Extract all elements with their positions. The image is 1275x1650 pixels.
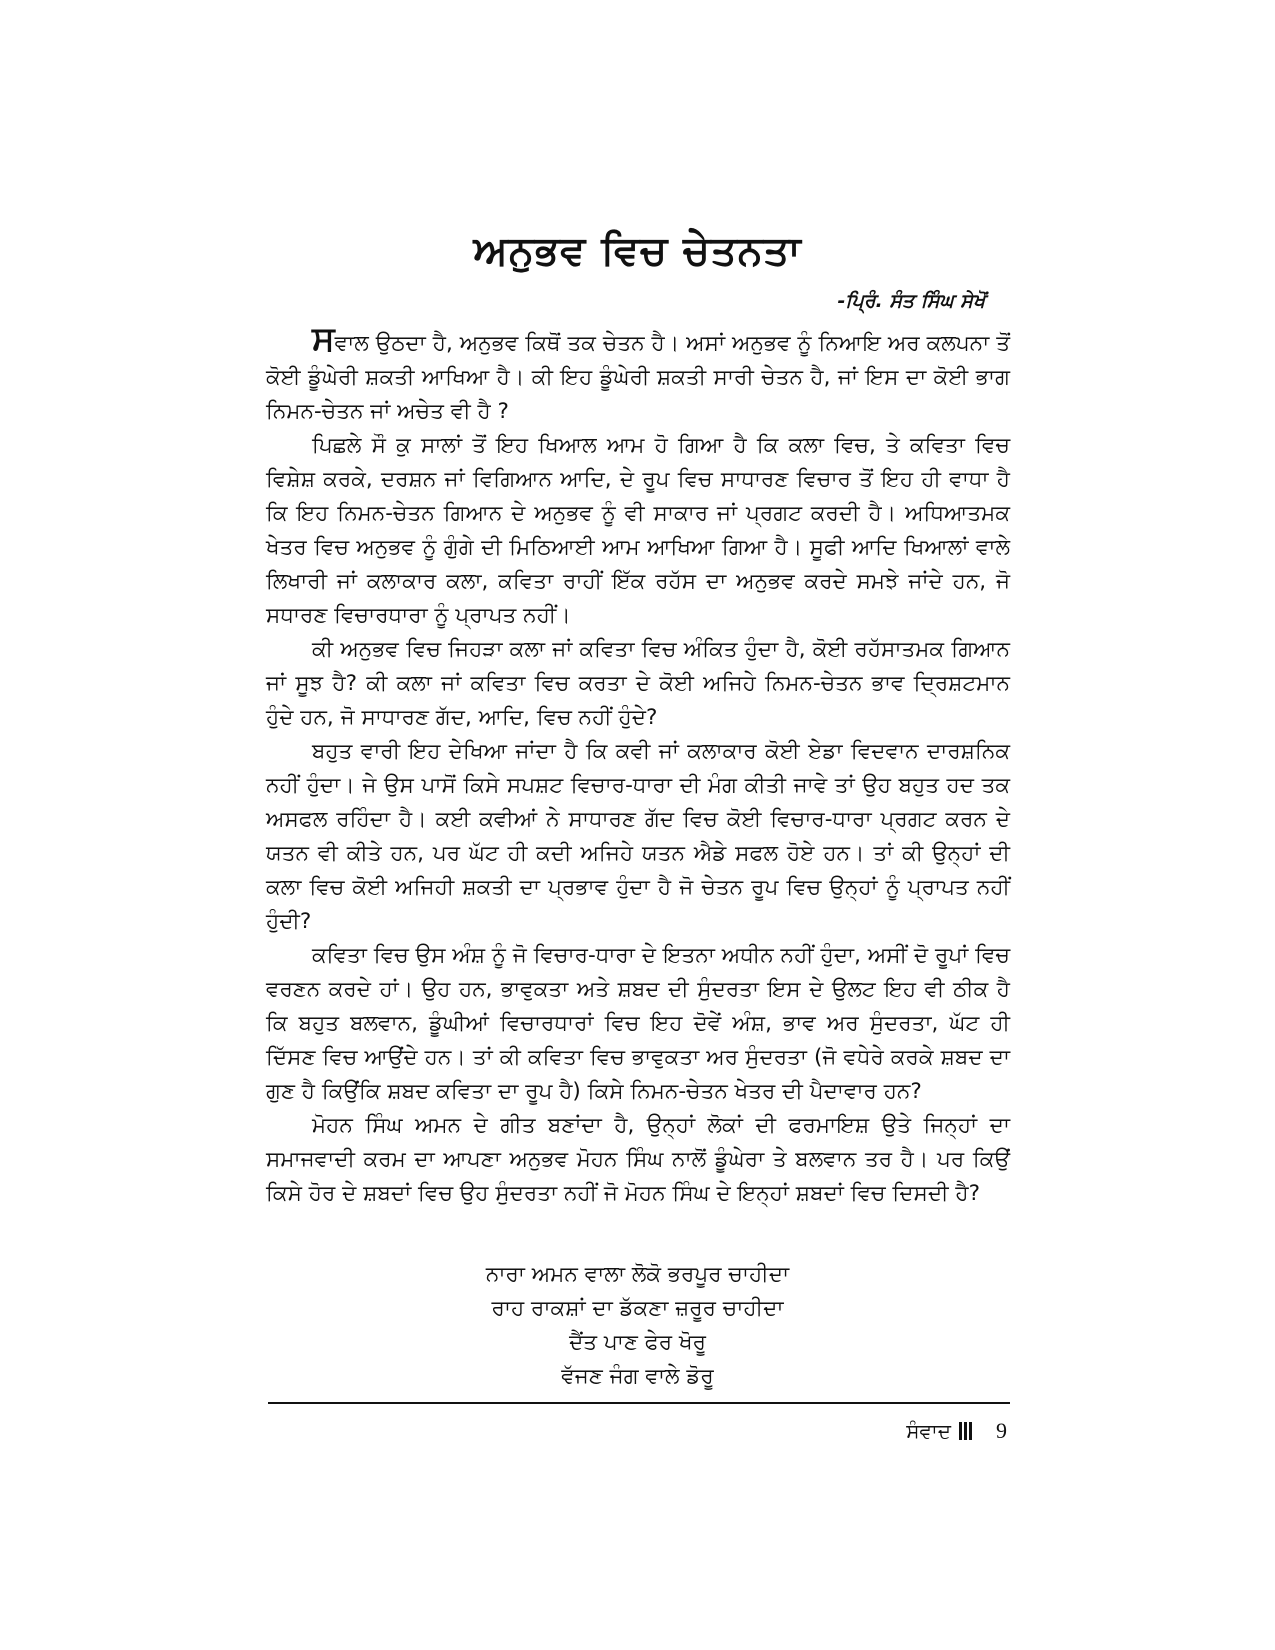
verse-line: ਰਾਹ ਰਾਕਸ਼ਾਂ ਦਾ ਡੱਕਣਾ ਜ਼ਰੂਰ ਚਾਹੀਦਾ: [491, 1296, 784, 1321]
author-byline: -ਪ੍ਰਿੰ. ਸੰਤ ਸਿੰਘ ਸੇਖੋਂ: [837, 290, 985, 312]
drop-cap: ਸ: [312, 319, 335, 359]
paragraph: ਕੀ ਅਨੁਭਵ ਵਿਚ ਜਿਹੜਾ ਕਲਾ ਜਾਂ ਕਵਿਤਾ ਵਿਚ ਅੰਕਿਤ ਹੁੰਦਾ ਹੈ, ਕੋਈ ਰਹੱਸਾਤਮਕ ਗਿਆਨ ਜਾਂ ਸੂਝ ਹੈ? ਕੀ ਕਲਾ ਜਾਂ ਕਵਿਤਾ ਵਿਚ ਕਰਤਾ ਦੇ ਕੋਈ ਅਜਿਹੇ ਨਿਮਨ-ਚੇਤਨ ਭਾਵ ਦ੍ਰਿਸ਼ਟਮਾਨ ਹੁੰਦੇ ਹਨ, ਜੋ ਸਾਧਾਰਣ ਗੱਦ, ਆਦਿ, ਵਿਚ ਨਹੀਂ ਹੁੰਦੇ?: [266, 637, 1010, 730]
paragraph: ਪਿਛਲੇ ਸੌ ਕੁ ਸਾਲਾਂ ਤੋਂ ਇਹ ਖਿਆਲ ਆਮ ਹੋ ਗਿਆ ਹੈ ਕਿ ਕਲਾ ਵਿਚ, ਤੇ ਕਵਿਤਾ ਵਿਚ ਵਿਸ਼ੇਸ਼ ਕਰਕੇ, ਦਰਸ਼ਨ ਜਾਂ ਵਿਗਿਆਨ ਆਦਿ, ਦੇ ਰੂਪ ਵਿਚ ਸਾਧਾਰਣ ਵਿਚਾਰ ਤੋਂ ਇਹ ਹੀ ਵਾਧਾ ਹੈ ਕਿ ਇਹ ਨਿਮਨ-ਚੇਤਨ ਗਿਆਨ ਦੇ ਅਨੁਭਵ ਨੂੰ ਵੀ ਸਾਕਾਰ ਜਾਂ ਪ੍ਰਗਟ ਕਰਦੀ ਹੈ। ਅਧਿਆਤਮਕ ਖੇਤਰ ਵਿਚ ਅਨੁਭਵ ਨੂੰ ਗੁੰਗੇ ਦੀ ਮਿਠਿਆਈ ਆਮ ਆਖਿਆ ਗਿਆ ਹੈ। ਸੂਫੀ ਆਦਿ ਖਿਆਲਾਂ ਵਾਲੇ ਲਿਖਾਰੀ ਜਾਂ ਕਲਾਕਾਰ ਕਲਾ, ਕਵਿਤਾ ਰਾਹੀਂ ਇੱਕ ਰਹੱਸ ਦਾ ਅਨੁਭਵ ਕਰਦੇ ਸਮਝੇ ਜਾਂਦੇ ਹਨ, ਜੋ ਸਧਾਰਣ ਵਿਚਾਰਧਾਰਾ ਨੂੰ ਪ੍ਰਾਪਤ ਨਹੀਂ।: [266, 433, 1010, 628]
article-body: [266, 319, 1010, 1211]
paragraph: ਕਵਿਤਾ ਵਿਚ ਉਸ ਅੰਸ਼ ਨੂੰ ਜੋ ਵਿਚਾਰ-ਧਾਰਾ ਦੇ ਇਤਨਾ ਅਧੀਨ ਨਹੀਂ ਹੁੰਦਾ, ਅਸੀਂ ਦੋ ਰੂਪਾਂ ਵਿਚ ਵਰਣਨ ਕਰਦੇ ਹਾਂ। ਉਹ ਹਨ, ਭਾਵੁਕਤਾ ਅਤੇ ਸ਼ਬਦ ਦੀ ਸੁੰਦਰਤਾ ਇਸ ਦੇ ਉਲਟ ਇਹ ਵੀ ਠੀਕ ਹੈ ਕਿ ਬਹੁਤ ਬਲਵਾਨ, ਡੂੰਘੀਆਂ ਵਿਚਾਰਧਾਰਾਂ ਵਿਚ ਇਹ ਦੋਵੇਂ ਅੰਸ਼, ਭਾਵ ਅਰ ਸੁੰਦਰਤਾ, ਘੱਟ ਹੀ ਦਿੱਸਣ ਵਿਚ ਆਉਂਦੇ ਹਨ। ਤਾਂ ਕੀ ਕਵਿਤਾ ਵਿਚ ਭਾਵੁਕਤਾ ਅਰ ਸੁੰਦਰਤਾ (ਜੋ ਵਧੇਰੇ ਕਰਕੇ ਸ਼ਬਦ ਦਾ ਗੁਣ ਹੈ ਕਿਉਂਕਿ ਸ਼ਬਦ ਕਵਿਤਾ ਦਾ ਰੂਪ ਹੈ) ਕਿਸੇ ਨਿਮਨ-ਚੇਤਨ ਖੇਤਰ ਦੀ ਪੈਦਾਵਾਰ ਹਨ?: [266, 943, 1010, 1104]
verse-block: [0, 1258, 1275, 1394]
verse-line: ਨਾਰਾ ਅਮਨ ਵਾਲਾ ਲੋਕੋ ਭਰਪੂਰ ਚਾਹੀਦਾ: [485, 1262, 790, 1287]
page-number: 9: [996, 1418, 1007, 1443]
paragraph: [266, 319, 1010, 429]
bars-icon: [959, 1422, 972, 1440]
journal-name: ਸੰਵਾਦ: [906, 1419, 951, 1443]
footer-divider: [268, 1402, 1010, 1404]
paragraph-text: ਵਾਲ ਉਠਦਾ ਹੈ, ਅਨੁਭਵ ਕਿਥੋਂ ਤਕ ਚੇਤਨ ਹੈ। ਅਸਾਂ ਅਨੁਭਵ ਨੂੰ ਨਿਆਇ ਅਰ ਕਲਪਨਾ ਤੋਂ ਕੋਈ ਡੂੰਘੇਰੀ ਸ਼ਕਤੀ ਆਖਿਆ ਹੈ। ਕੀ ਇਹ ਡੂੰਘੇਰੀ ਸ਼ਕਤੀ ਸਾਰੀ ਚੇਤਨ ਹੈ, ਜਾਂ ਇਸ ਦਾ ਕੋਈ ਭਾਗ ਨਿਮਨ-ਚੇਤਨ ਜਾਂ ਅਚੇਤ ਵੀ ਹੈ ?: [266, 331, 1010, 424]
page-title: ਅਨੁਭਵ ਵਿਚ ਚੇਤਨਤਾ: [473, 228, 802, 274]
verse-line: ਵੱਜਣ ਜੰਗ ਵਾਲੇ ਡੋਰੂ: [561, 1364, 714, 1389]
paragraph: ਮੋਹਨ ਸਿੰਘ ਅਮਨ ਦੇ ਗੀਤ ਬਣਾਂਦਾ ਹੈ, ਉਨ੍ਹਾਂ ਲੋਕਾਂ ਦੀ ਫਰਮਾਇਸ਼ ਉਤੇ ਜਿਨ੍ਹਾਂ ਦਾ ਸਮਾਜਵਾਦੀ ਕਰਮ ਦਾ ਆਪਣਾ ਅਨੁਭਵ ਮੋਹਨ ਸਿੰਘ ਨਾਲੋਂ ਡੂੰਘੇਰਾ ਤੇ ਬਲਵਾਨ ਤਰ ਹੈ। ਪਰ ਕਿਉਂ ਕਿਸੇ ਹੋਰ ਦੇ ਸ਼ਬਦਾਂ ਵਿਚ ਉਹ ਸੁੰਦਰਤਾ ਨਹੀਂ ਜੋ ਮੋਹਨ ਸਿੰਘ ਦੇ ਇਨ੍ਹਾਂ ਸ਼ਬਦਾਂ ਵਿਚ ਦਿਸਦੀ ਹੈ?: [266, 1113, 1010, 1206]
page-footer: [906, 1418, 1007, 1444]
paragraph: ਬਹੁਤ ਵਾਰੀ ਇਹ ਦੇਖਿਆ ਜਾਂਦਾ ਹੈ ਕਿ ਕਵੀ ਜਾਂ ਕਲਾਕਾਰ ਕੋਈ ਏਡਾ ਵਿਦਵਾਨ ਦਾਰਸ਼ਨਿਕ ਨਹੀਂ ਹੁੰਦਾ। ਜੇ ਉਸ ਪਾਸੋਂ ਕਿਸੇ ਸਪਸ਼ਟ ਵਿਚਾਰ-ਧਾਰਾ ਦੀ ਮੰਗ ਕੀਤੀ ਜਾਵੇ ਤਾਂ ਉਹ ਬਹੁਤ ਹਦ ਤਕ ਅਸਫਲ ਰਹਿੰਦਾ ਹੈ। ਕਈ ਕਵੀਆਂ ਨੇ ਸਾਧਾਰਣ ਗੱਦ ਵਿਚ ਕੋਈ ਵਿਚਾਰ-ਧਾਰਾ ਪ੍ਰਗਟ ਕਰਨ ਦੇ ਯਤਨ ਵੀ ਕੀਤੇ ਹਨ, ਪਰ ਘੱਟ ਹੀ ਕਦੀ ਅਜਿਹੇ ਯਤਨ ਐਡੇ ਸਫਲ ਹੋਏ ਹਨ। ਤਾਂ ਕੀ ਉਨ੍ਹਾਂ ਦੀ ਕਲਾ ਵਿਚ ਕੋਈ ਅਜਿਹੀ ਸ਼ਕਤੀ ਦਾ ਪ੍ਰਭਾਵ ਹੁੰਦਾ ਹੈ ਜੋ ਚੇਤਨ ਰੂਪ ਵਿਚ ਉਨ੍ਹਾਂ ਨੂੰ ਪ੍ਰਾਪਤ ਨਹੀਂ ਹੁੰਦੀ?: [266, 739, 1010, 934]
verse-line: ਦੈਂਤ ਪਾਣ ਫੇਰ ਖੋਰੂ: [569, 1330, 706, 1355]
